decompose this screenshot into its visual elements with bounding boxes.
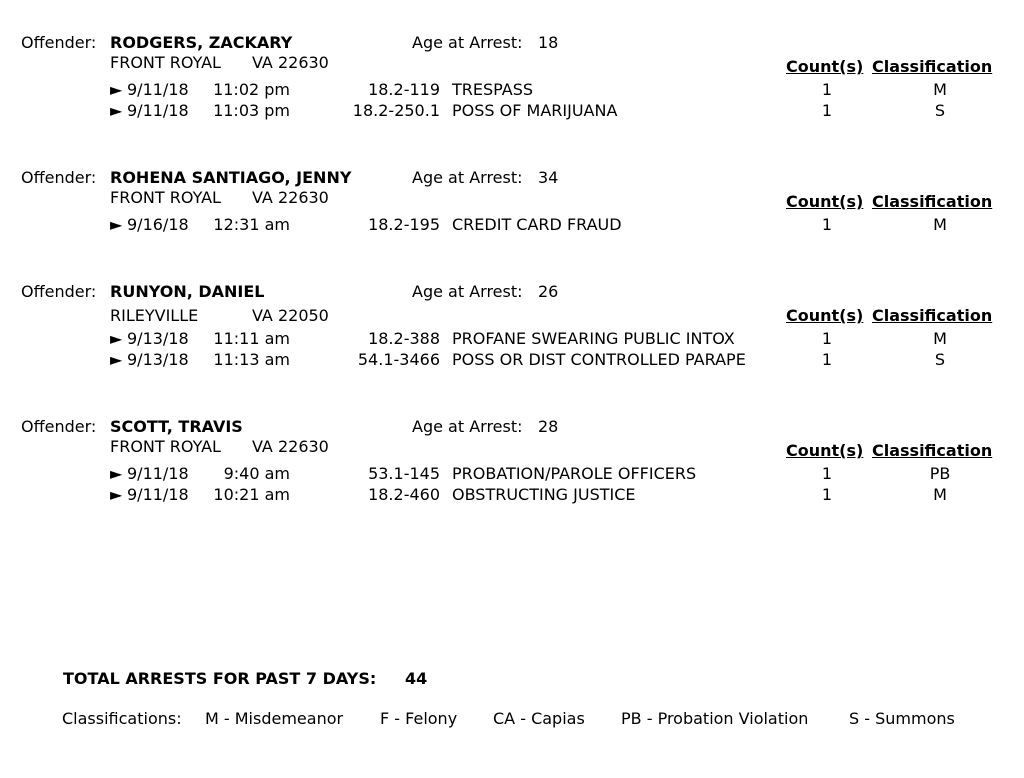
arrow-icon: ► (110, 464, 123, 483)
legend-title: Classifications: (62, 709, 182, 728)
charge-classification: PB (929, 464, 951, 483)
charge-code: 18.2-460 (368, 485, 440, 504)
charge-date: 9/13/18 (127, 350, 189, 369)
charge-time: 12:31 am (213, 215, 290, 234)
offender-city: FRONT ROYAL (110, 437, 221, 456)
age-label: Age at Arrest: (412, 168, 523, 187)
charge-time: 11:11 am (213, 329, 290, 348)
charge-classification: M (933, 80, 947, 99)
counts-header: Count(s) (786, 192, 864, 211)
offender-city: RILEYVILLE (110, 306, 199, 325)
charge-classification: S (934, 350, 946, 369)
charge-classification: S (934, 101, 946, 120)
classification-header: Classification (872, 192, 993, 211)
charge-date: 9/13/18 (127, 329, 189, 348)
charge-classification: M (933, 215, 947, 234)
charge-time: 11:02 pm (213, 80, 290, 99)
offender-state-zip: VA 22630 (252, 53, 329, 72)
offender-label: Offender: (21, 168, 97, 187)
arrow-icon: ► (110, 215, 123, 234)
offender-label: Offender: (21, 282, 97, 301)
offender-state-zip: VA 22630 (252, 188, 329, 207)
arrow-icon: ► (110, 80, 123, 99)
charge-time: 10:21 am (213, 485, 290, 504)
arrow-icon: ► (110, 329, 123, 348)
charge-time: 9:40 am (223, 464, 290, 483)
charge-date: 9/11/18 (127, 464, 189, 483)
arrow-icon: ► (110, 485, 123, 504)
offender-state-zip: VA 22630 (252, 437, 329, 456)
arrow-icon: ► (110, 101, 123, 120)
offender-block (0, 282, 1024, 392)
legend-item: CA - Capias (493, 709, 585, 728)
age-value: 34 (538, 168, 559, 187)
offender-block (0, 168, 1024, 278)
offender-label: Offender: (21, 417, 97, 436)
arrow-icon: ► (110, 350, 123, 369)
offender-name: ROHENA SANTIAGO, JENNY (110, 168, 352, 187)
offender-block (0, 33, 1024, 143)
offender-label: Offender: (21, 33, 97, 52)
legend-item: PB - Probation Violation (621, 709, 809, 728)
age-value: 18 (538, 33, 559, 52)
total-label: TOTAL ARRESTS FOR PAST 7 DAYS: (63, 669, 377, 688)
charge-code: 54.1-3466 (357, 350, 440, 369)
charge-date: 9/16/18 (127, 215, 189, 234)
age-value: 28 (538, 417, 559, 436)
charge-date: 9/11/18 (127, 101, 189, 120)
counts-header: Count(s) (786, 306, 864, 325)
classification-header: Classification (872, 57, 993, 76)
charge-description: POSS OF MARIJUANA (452, 101, 618, 120)
charge-time: 11:03 pm (213, 101, 290, 120)
classification-header: Classification (872, 441, 993, 460)
legend-item: M - Misdemeanor (205, 709, 344, 728)
offender-city: FRONT ROYAL (110, 53, 221, 72)
charge-count: 1 (821, 350, 833, 369)
offender-state-zip: VA 22050 (252, 306, 329, 325)
charge-description: PROBATION/PAROLE OFFICERS (452, 464, 697, 483)
charge-count: 1 (821, 215, 833, 234)
charge-count: 1 (821, 101, 833, 120)
charge-count: 1 (821, 80, 833, 99)
classification-header: Classification (872, 306, 993, 325)
charge-count: 1 (821, 485, 833, 504)
offender-name: RUNYON, DANIEL (110, 282, 265, 301)
counts-header: Count(s) (786, 441, 864, 460)
charge-code: 18.2-119 (368, 80, 440, 99)
age-label: Age at Arrest: (412, 282, 523, 301)
charge-code: 18.2-250.1 (352, 101, 440, 120)
charge-date: 9/11/18 (127, 485, 189, 504)
legend-item: S - Summons (849, 709, 955, 728)
age-value: 26 (538, 282, 559, 301)
charge-classification: M (933, 485, 947, 504)
total-value: 44 (405, 669, 428, 688)
charge-code: 18.2-195 (368, 215, 440, 234)
charge-description: PROFANE SWEARING PUBLIC INTOX (452, 329, 735, 348)
charge-code: 18.2-388 (368, 329, 440, 348)
charge-description: TRESPASS (452, 80, 534, 99)
charge-description: POSS OR DIST CONTROLLED PARAPE (452, 350, 746, 369)
age-label: Age at Arrest: (412, 33, 523, 52)
charge-date: 9/11/18 (127, 80, 189, 99)
offender-name: SCOTT, TRAVIS (110, 417, 243, 436)
charge-count: 1 (821, 464, 833, 483)
offender-city: FRONT ROYAL (110, 188, 221, 207)
offender-name: RODGERS, ZACKARY (110, 33, 293, 52)
charge-time: 11:13 am (213, 350, 290, 369)
legend-item: F - Felony (380, 709, 458, 728)
charge-description: CREDIT CARD FRAUD (452, 215, 622, 234)
charge-description: OBSTRUCTING JUSTICE (452, 485, 636, 504)
charge-count: 1 (821, 329, 833, 348)
charge-classification: M (933, 329, 947, 348)
age-label: Age at Arrest: (412, 417, 523, 436)
charge-code: 53.1-145 (368, 464, 440, 483)
offender-block (0, 417, 1024, 527)
counts-header: Count(s) (786, 57, 864, 76)
